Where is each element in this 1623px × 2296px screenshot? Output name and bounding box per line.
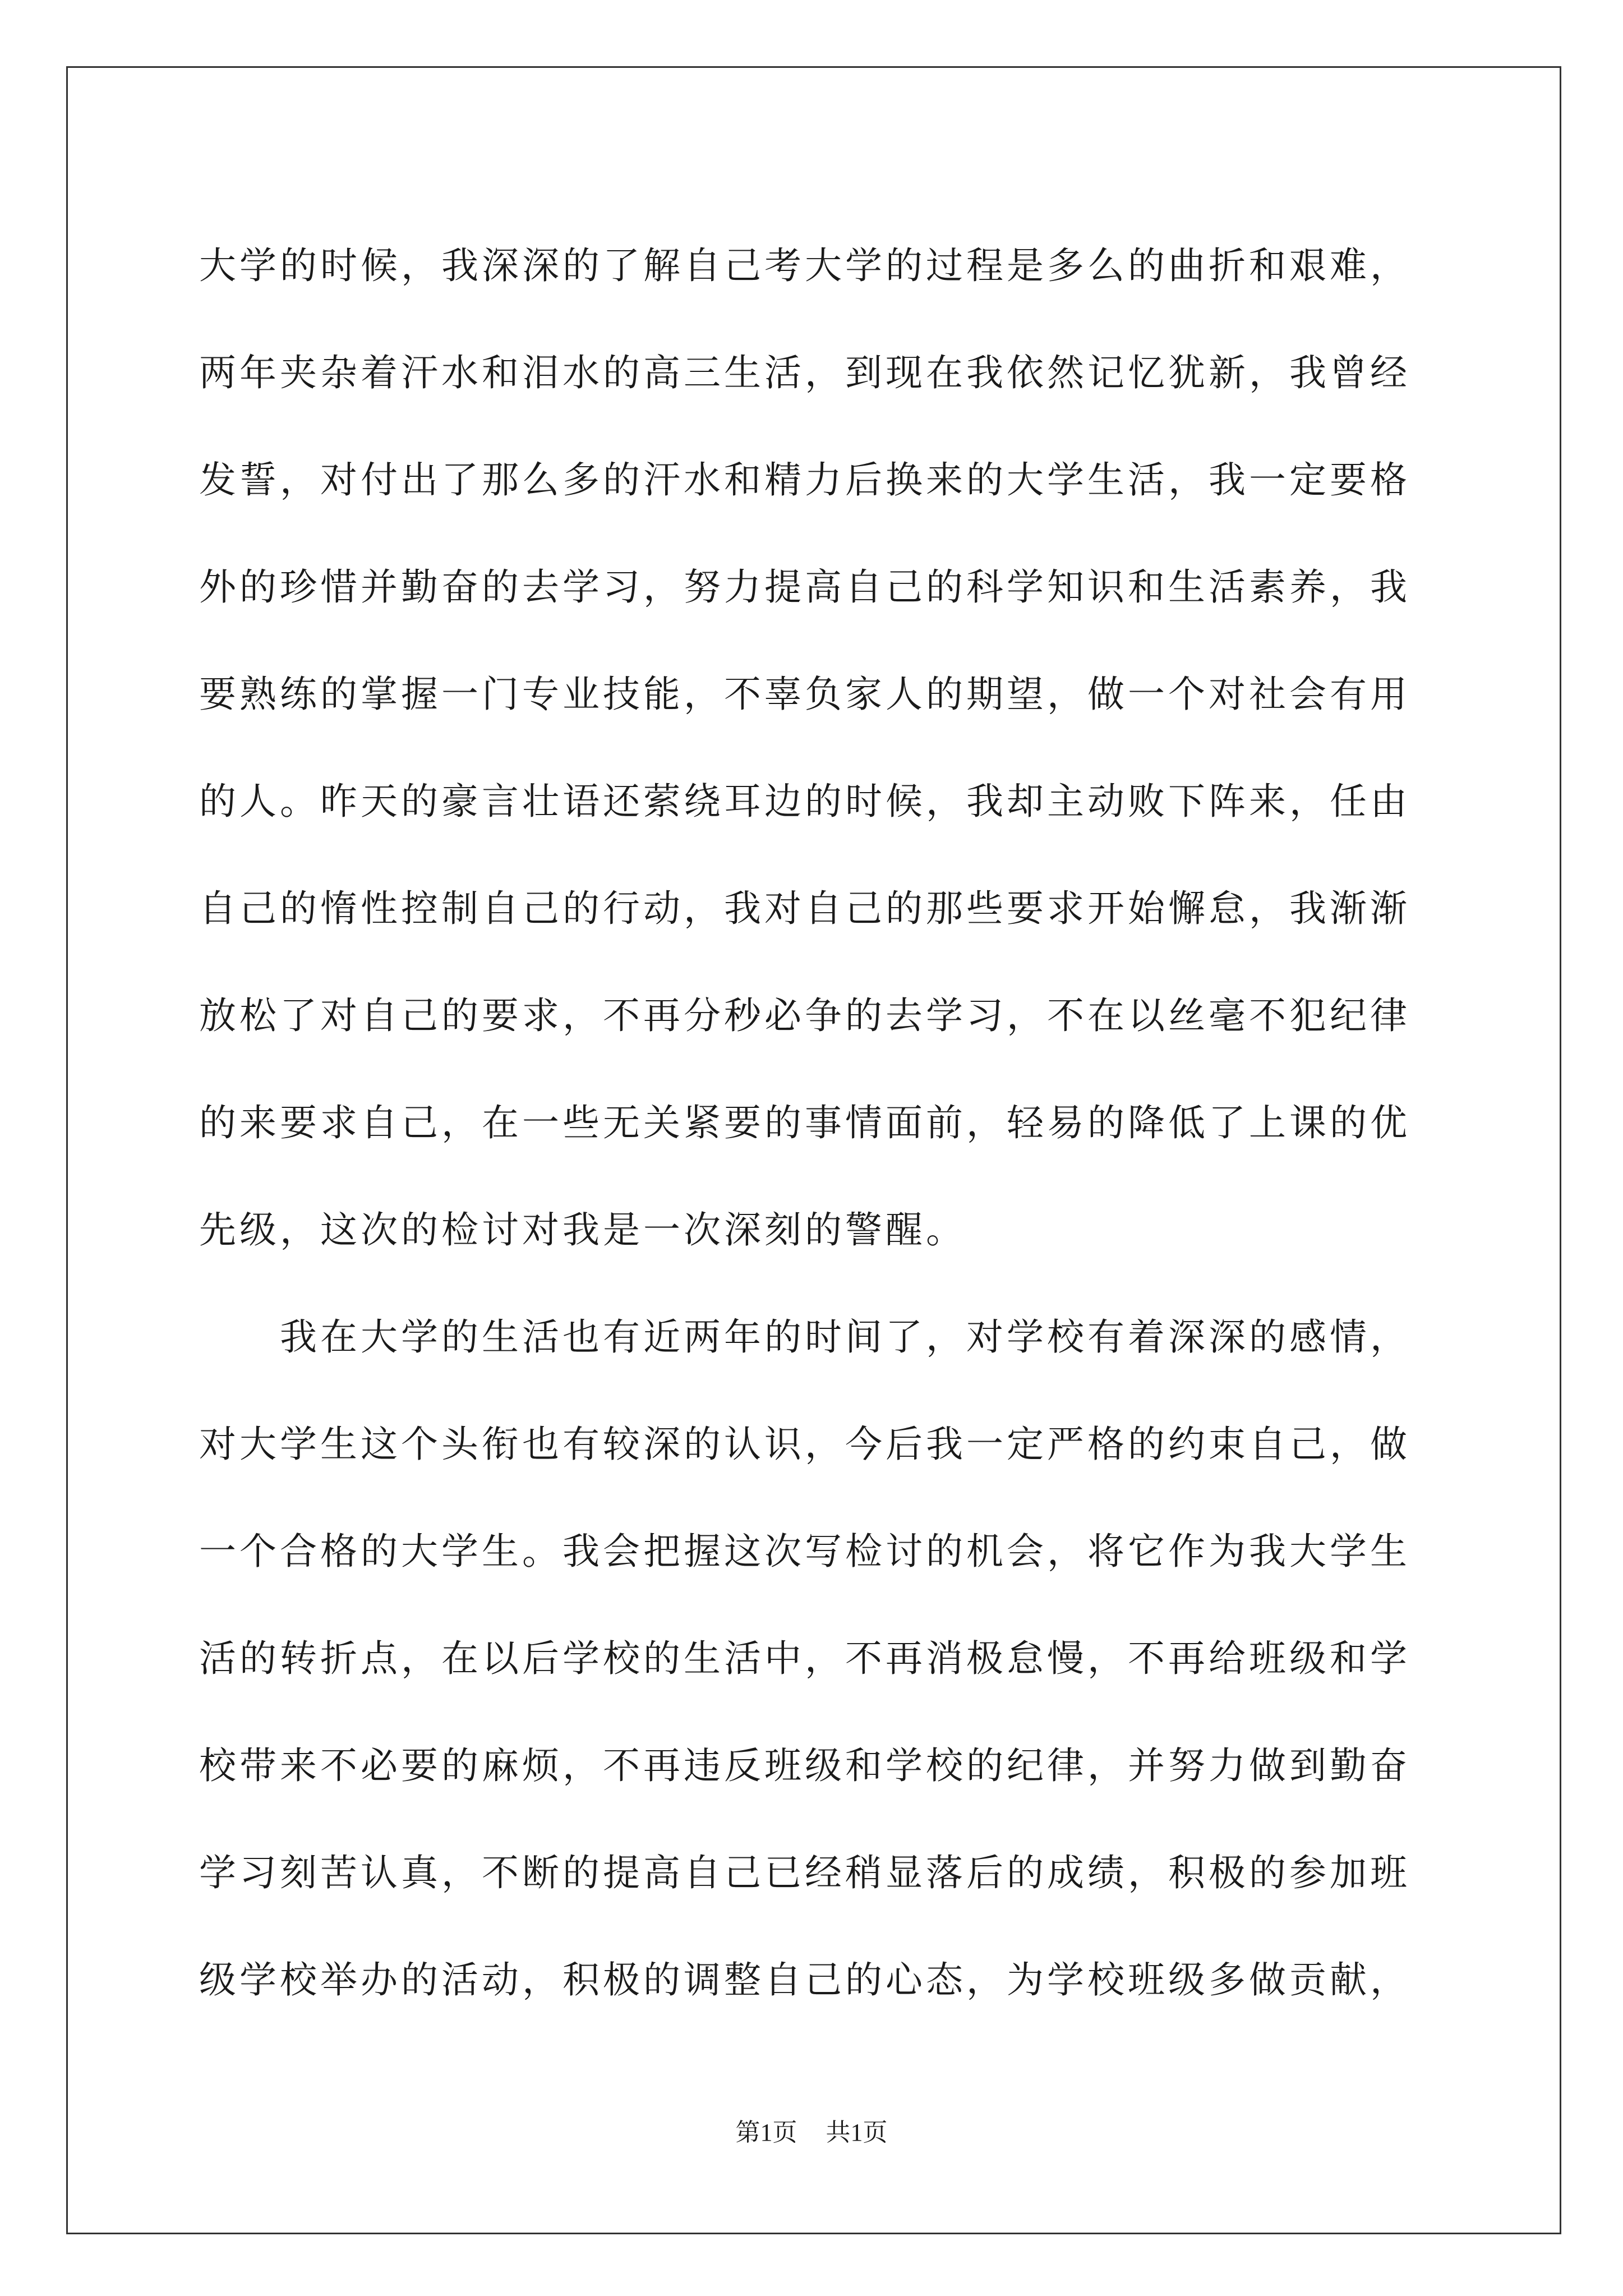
text-line: 外的珍惜并勤奋的去学习，努力提高自己的科学知识和生活素养，我 bbox=[199, 565, 1410, 609]
text-line: 一个合格的大学生。我会把握这次写检讨的机会，将它作为我大学生 bbox=[199, 1530, 1410, 1573]
text-line: 放松了对自己的要求，不再分秒必争的去学习，不在以丝毫不犯纪律 bbox=[199, 994, 1410, 1037]
text-line: 自己的惰性控制自己的行动，我对自己的那些要求开始懈怠，我渐渐 bbox=[199, 887, 1410, 930]
text-line: 我在大学的生活也有近两年的时间了，对学校有着深深的感情， bbox=[280, 1315, 1410, 1359]
page-total: 共1页 bbox=[826, 2119, 888, 2146]
page-footer bbox=[0, 2112, 1623, 2148]
text-line: 两年夹杂着汗水和泪水的高三生活，到现在我依然记忆犹新，我曾经 bbox=[199, 351, 1410, 394]
page-number: 第1页 bbox=[735, 2119, 797, 2146]
text-line: 级学校举办的活动，积极的调整自己的心态，为学校班级多做贡献， bbox=[199, 1958, 1410, 2001]
text-line: 先级，这次的检讨对我是一次深刻的警醒。 bbox=[199, 1208, 966, 1251]
paragraph-1 bbox=[199, 212, 1433, 1283]
paragraph-2 bbox=[199, 1283, 1433, 2033]
text-line: 的人。昨天的豪言壮语还萦绕耳边的时候，我却主动败下阵来，任由 bbox=[199, 780, 1410, 823]
text-line: 学习刻苦认真，不断的提高自己已经稍显落后的成绩，积极的参加班 bbox=[199, 1851, 1410, 1894]
text-line: 活的转折点，在以后学校的生活中，不再消极怠慢，不再给班级和学 bbox=[199, 1637, 1410, 1680]
text-line: 大学的时候，我深深的了解自己考大学的过程是多么的曲折和艰难， bbox=[199, 244, 1410, 287]
document-body bbox=[199, 212, 1433, 2033]
text-line: 的来要求自己，在一些无关紧要的事情面前，轻易的降低了上课的优 bbox=[199, 1101, 1410, 1144]
text-line: 发誓，对付出了那么多的汗水和精力后换来的大学生活，我一定要格 bbox=[199, 458, 1410, 501]
text-line: 要熟练的掌握一门专业技能，不辜负家人的期望，做一个对社会有用 bbox=[199, 673, 1410, 716]
text-line: 对大学生这个头衔也有较深的认识，今后我一定严格的约束自己，做 bbox=[199, 1423, 1410, 1466]
text-line: 校带来不必要的麻烦，不再违反班级和学校的纪律，并努力做到勤奋 bbox=[199, 1744, 1410, 1787]
